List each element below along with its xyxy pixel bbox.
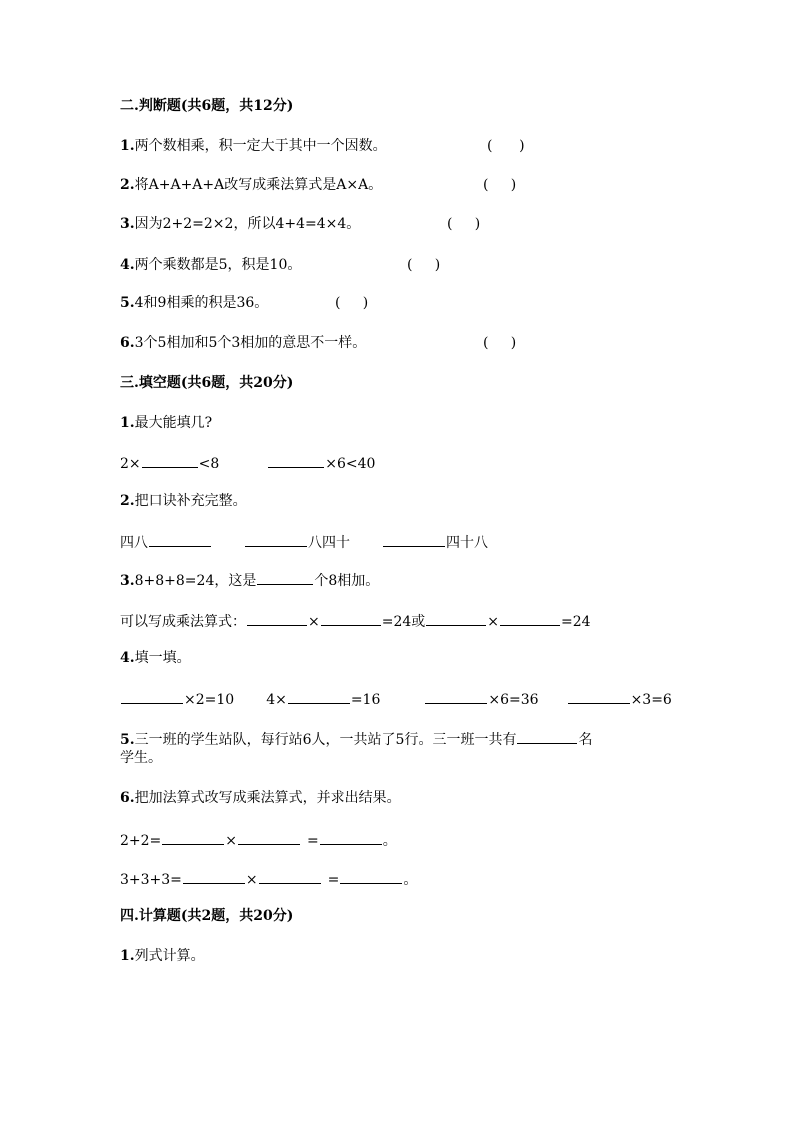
- answer-paren-2[interactable]: ( ): [483, 177, 517, 193]
- answer-blank[interactable]: [257, 569, 313, 585]
- fill-q6-prompt: [120, 788, 401, 808]
- expr-text: 可以写成乘法算式：: [120, 614, 246, 630]
- times-sign: ×: [308, 614, 320, 630]
- question-number: 1.: [120, 138, 135, 154]
- expr-text: 或: [411, 614, 426, 630]
- question-text: 填一填。: [134, 650, 191, 666]
- question-text: 把口诀补充完整。: [134, 493, 247, 509]
- expr-text: 四八: [120, 535, 148, 551]
- answer-paren-6[interactable]: ( ): [483, 335, 517, 351]
- question-number: 1.: [120, 415, 135, 431]
- answer-blank[interactable]: [288, 688, 350, 704]
- question-text: 8+8+8=24，这是: [134, 573, 257, 589]
- question-text: 因为2+2=2×2，所以4+4=4×4。: [134, 216, 361, 232]
- answer-blank[interactable]: [247, 610, 307, 626]
- times-sign: ×: [245, 872, 258, 888]
- expr-text: <8: [198, 456, 220, 472]
- question-text: 最大能填几?: [134, 415, 213, 431]
- judge-item-2: [120, 175, 382, 195]
- question-number: 2.: [120, 493, 135, 509]
- expr-text: ×2=10: [184, 692, 235, 708]
- answer-blank[interactable]: [162, 829, 224, 845]
- question-text: 名: [578, 732, 593, 748]
- expr-text: 2×: [120, 456, 141, 472]
- answer-blank[interactable]: [425, 688, 487, 704]
- answer-blank[interactable]: [426, 610, 486, 626]
- expr-text: =24: [561, 614, 591, 630]
- expr-text: ×6=36: [488, 692, 539, 708]
- section-fill-title: 三.填空题(共6题，共20分): [120, 375, 294, 391]
- answer-blank[interactable]: [245, 531, 307, 547]
- question-text: 两个乘数都是5，积是10。: [134, 257, 302, 273]
- question-number: 1.: [120, 948, 135, 964]
- answer-blank[interactable]: [517, 728, 577, 744]
- question-text: 列式计算。: [134, 948, 205, 964]
- question-number: 4.: [120, 650, 135, 666]
- judge-item-4: [120, 255, 301, 275]
- expr-text: =24: [381, 614, 412, 630]
- expr-text: 2+2=: [120, 833, 162, 849]
- answer-blank[interactable]: [259, 868, 321, 884]
- question-text: 4和9相乘的积是36。: [134, 295, 269, 311]
- answer-blank[interactable]: [183, 868, 245, 884]
- fill-q5-line2: 学生。: [120, 750, 162, 766]
- question-text: 个8相加。: [314, 573, 380, 589]
- question-number: 4.: [120, 257, 135, 273]
- expr-text: 4×: [266, 692, 287, 708]
- answer-blank[interactable]: [500, 610, 560, 626]
- answer-blank[interactable]: [149, 531, 211, 547]
- expr-text: 四十八: [446, 535, 488, 551]
- expr-text: ×6<40: [325, 456, 376, 472]
- question-number: 5.: [120, 295, 135, 311]
- times-sign: ×: [487, 614, 500, 630]
- question-number: 6.: [120, 790, 135, 806]
- fill-q5: [120, 728, 592, 750]
- fill-q3-line2: [120, 610, 591, 632]
- question-text: 3个5相加和5个3相加的意思不一样。: [134, 335, 367, 351]
- expr-text: =16: [350, 692, 381, 708]
- fill-q4-answers: [120, 688, 672, 710]
- fill-q1-prompt: [120, 413, 212, 433]
- expr-text: =: [307, 833, 319, 849]
- expr-text: =: [327, 872, 340, 888]
- fill-q2-prompt: [120, 491, 247, 511]
- judge-item-5: [120, 293, 268, 313]
- question-text: 两个数相乘，积一定大于其中一个因数。: [134, 138, 387, 154]
- question-number: 5.: [120, 732, 135, 748]
- answer-paren-1[interactable]: ( ): [487, 138, 525, 154]
- answer-paren-3[interactable]: ( ): [447, 216, 481, 232]
- section-calc-title: 四.计算题(共2题，共20分): [120, 908, 294, 924]
- question-number: 2.: [120, 177, 135, 193]
- calc-q1-prompt: [120, 946, 205, 966]
- expr-text: 。: [403, 872, 418, 888]
- fill-q1-answers: [120, 452, 375, 474]
- question-text: 将A+A+A+A改写成乘法算式是A×A。: [134, 177, 383, 193]
- expr-text: 。: [382, 833, 397, 849]
- fill-q4-prompt: [120, 648, 191, 668]
- answer-paren-4[interactable]: ( ): [407, 257, 441, 273]
- fill-q3-prompt: [120, 569, 379, 591]
- answer-paren-5[interactable]: ( ): [335, 295, 369, 311]
- fill-q6-a: [120, 829, 397, 851]
- section-judge-title: 二.判断题(共6题，共12分): [120, 98, 294, 114]
- answer-blank[interactable]: [340, 868, 402, 884]
- judge-item-1: [120, 136, 387, 156]
- answer-blank[interactable]: [568, 688, 630, 704]
- answer-blank[interactable]: [321, 610, 381, 626]
- expr-text: 八四十: [308, 535, 350, 551]
- fill-q6-b: [120, 868, 417, 890]
- fill-q2-answers: [120, 531, 488, 553]
- answer-blank[interactable]: [142, 452, 198, 468]
- answer-blank[interactable]: [383, 531, 445, 547]
- expr-text: 3+3+3=: [120, 872, 182, 888]
- answer-blank[interactable]: [121, 688, 183, 704]
- answer-blank[interactable]: [268, 452, 324, 468]
- question-text: 三一班的学生站队，每行站6人，一共站了5行。三一班一共有: [134, 732, 517, 748]
- answer-blank[interactable]: [320, 829, 382, 845]
- question-number: 6.: [120, 335, 135, 351]
- judge-item-6: [120, 333, 366, 353]
- answer-blank[interactable]: [238, 829, 300, 845]
- expr-text: ×3=6: [630, 692, 672, 708]
- question-text: 把加法算式改写成乘法算式，并求出结果。: [134, 790, 401, 806]
- question-number: 3.: [120, 216, 135, 232]
- times-sign: ×: [225, 833, 238, 849]
- judge-item-3: [120, 214, 360, 234]
- question-number: 3.: [120, 573, 135, 589]
